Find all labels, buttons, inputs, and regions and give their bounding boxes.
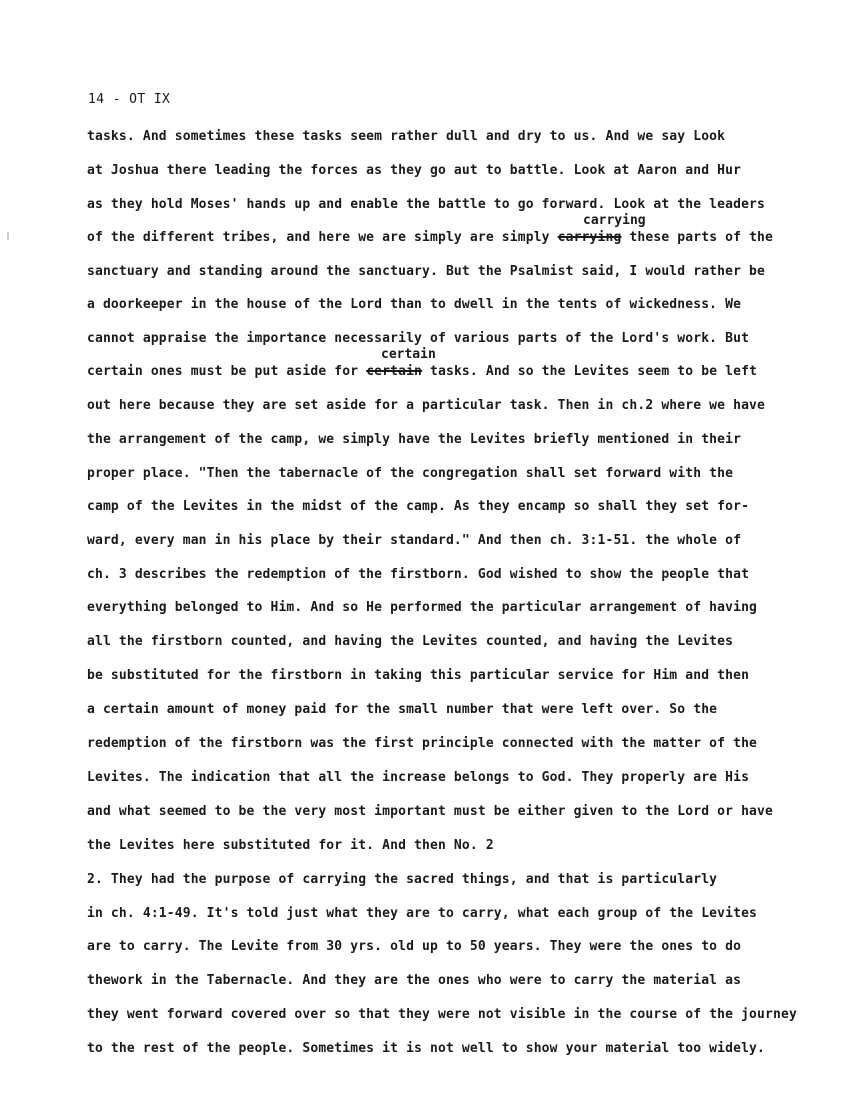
- text-line-4: [87, 230, 773, 245]
- text-line-19: redemption of the firstborn was the first principle connected with the matter of the: [87, 736, 758, 751]
- struck-word-carrying: carrying: [557, 230, 622, 245]
- text-line-24: in ch. 4:1-49. It's told just what they are to carry, what each group of the Levites: [87, 906, 758, 921]
- text-line-5: sanctuary and standing around the sanctuary. But the Psalmist said, I would rather be: [87, 264, 766, 279]
- text-line-14: ch. 3 describes the redemption of the firstborn. God wished to show the people that: [87, 567, 750, 582]
- scan-mark: [7, 232, 9, 240]
- text-line-1: tasks. And sometimes these tasks seem rather dull and dry to us. And we say Look: [87, 129, 726, 144]
- text-line-26: thework in the Tabernacle. And they are the ones who were to carry the material as: [87, 973, 742, 988]
- handwritten-insert-certain: certain: [381, 347, 436, 362]
- text-line-6: a doorkeeper in the house of the Lord than to dwell in the tents of wickedness. We: [87, 297, 742, 312]
- text-line-16: all the firstborn counted, and having the Levites counted, and having the Levites: [87, 634, 734, 649]
- struck-word-certain: certain: [366, 364, 423, 379]
- text-line-27: they went forward covered over so that they were not visible in the course of the journey: [87, 1007, 797, 1022]
- text-line-22: the Levites here substituted for it. And then No. 2: [87, 838, 494, 853]
- text-line-10: the arrangement of the camp, we simply have the Levites briefly mentioned in their: [87, 432, 742, 447]
- text-line-13: ward, every man in his place by their standard." And then ch. 3:1-51. the whole of: [87, 533, 742, 548]
- text-line-11: proper place. "Then the tabernacle of the congregation shall set forward with the: [87, 466, 734, 481]
- text-line-12: camp of the Levites in the midst of the camp. As they encamp so shall they set for-: [87, 499, 750, 514]
- text-line-4-start: of the different tribes, and here we are simply are simply: [87, 230, 558, 245]
- text-line-9: out here because they are set aside for a particular task. Then in ch.2 where we have: [87, 398, 766, 413]
- text-line-18: a certain amount of money paid for the small number that were left over. So the: [87, 702, 718, 717]
- page-header: 14 - OT IX: [88, 92, 171, 107]
- text-line-7: cannot appraise the importance necessarily of various parts of the Lord's work. But: [87, 331, 750, 346]
- text-line-4-end: these parts of the: [621, 230, 774, 245]
- text-line-21: and what seemed to be the very most important must be either given to the Lord or have: [87, 804, 773, 819]
- text-line-2: at Joshua there leading the forces as they go aut to battle. Look at Aaron and Hur: [87, 163, 742, 178]
- text-line-17: be substituted for the firstborn in taking this particular service for Him and then: [87, 668, 750, 683]
- text-line-25: are to carry. The Levite from 30 yrs. old up to 50 years. They were the ones to do: [87, 939, 742, 954]
- text-line-8-end: tasks. And so the Levites seem to be left: [422, 364, 758, 379]
- text-line-15: everything belonged to Him. And so He performed the particular arrangement of having: [87, 600, 758, 615]
- text-line-28: to the rest of the people. Sometimes it is not well to show your material too widely.: [87, 1041, 766, 1056]
- text-line-8: [87, 364, 757, 379]
- text-line-23: 2. They had the purpose of carrying the sacred things, and that is particularly: [87, 872, 718, 887]
- text-line-3: as they hold Moses' hands up and enable the battle to go forward. Look at the leaders: [87, 197, 766, 212]
- text-line-20: Levites. The indication that all the increase belongs to God. They properly are His: [87, 770, 750, 785]
- handwritten-insert-carrying: carrying: [583, 213, 646, 228]
- text-line-8-start: certain ones must be put aside for: [87, 364, 367, 379]
